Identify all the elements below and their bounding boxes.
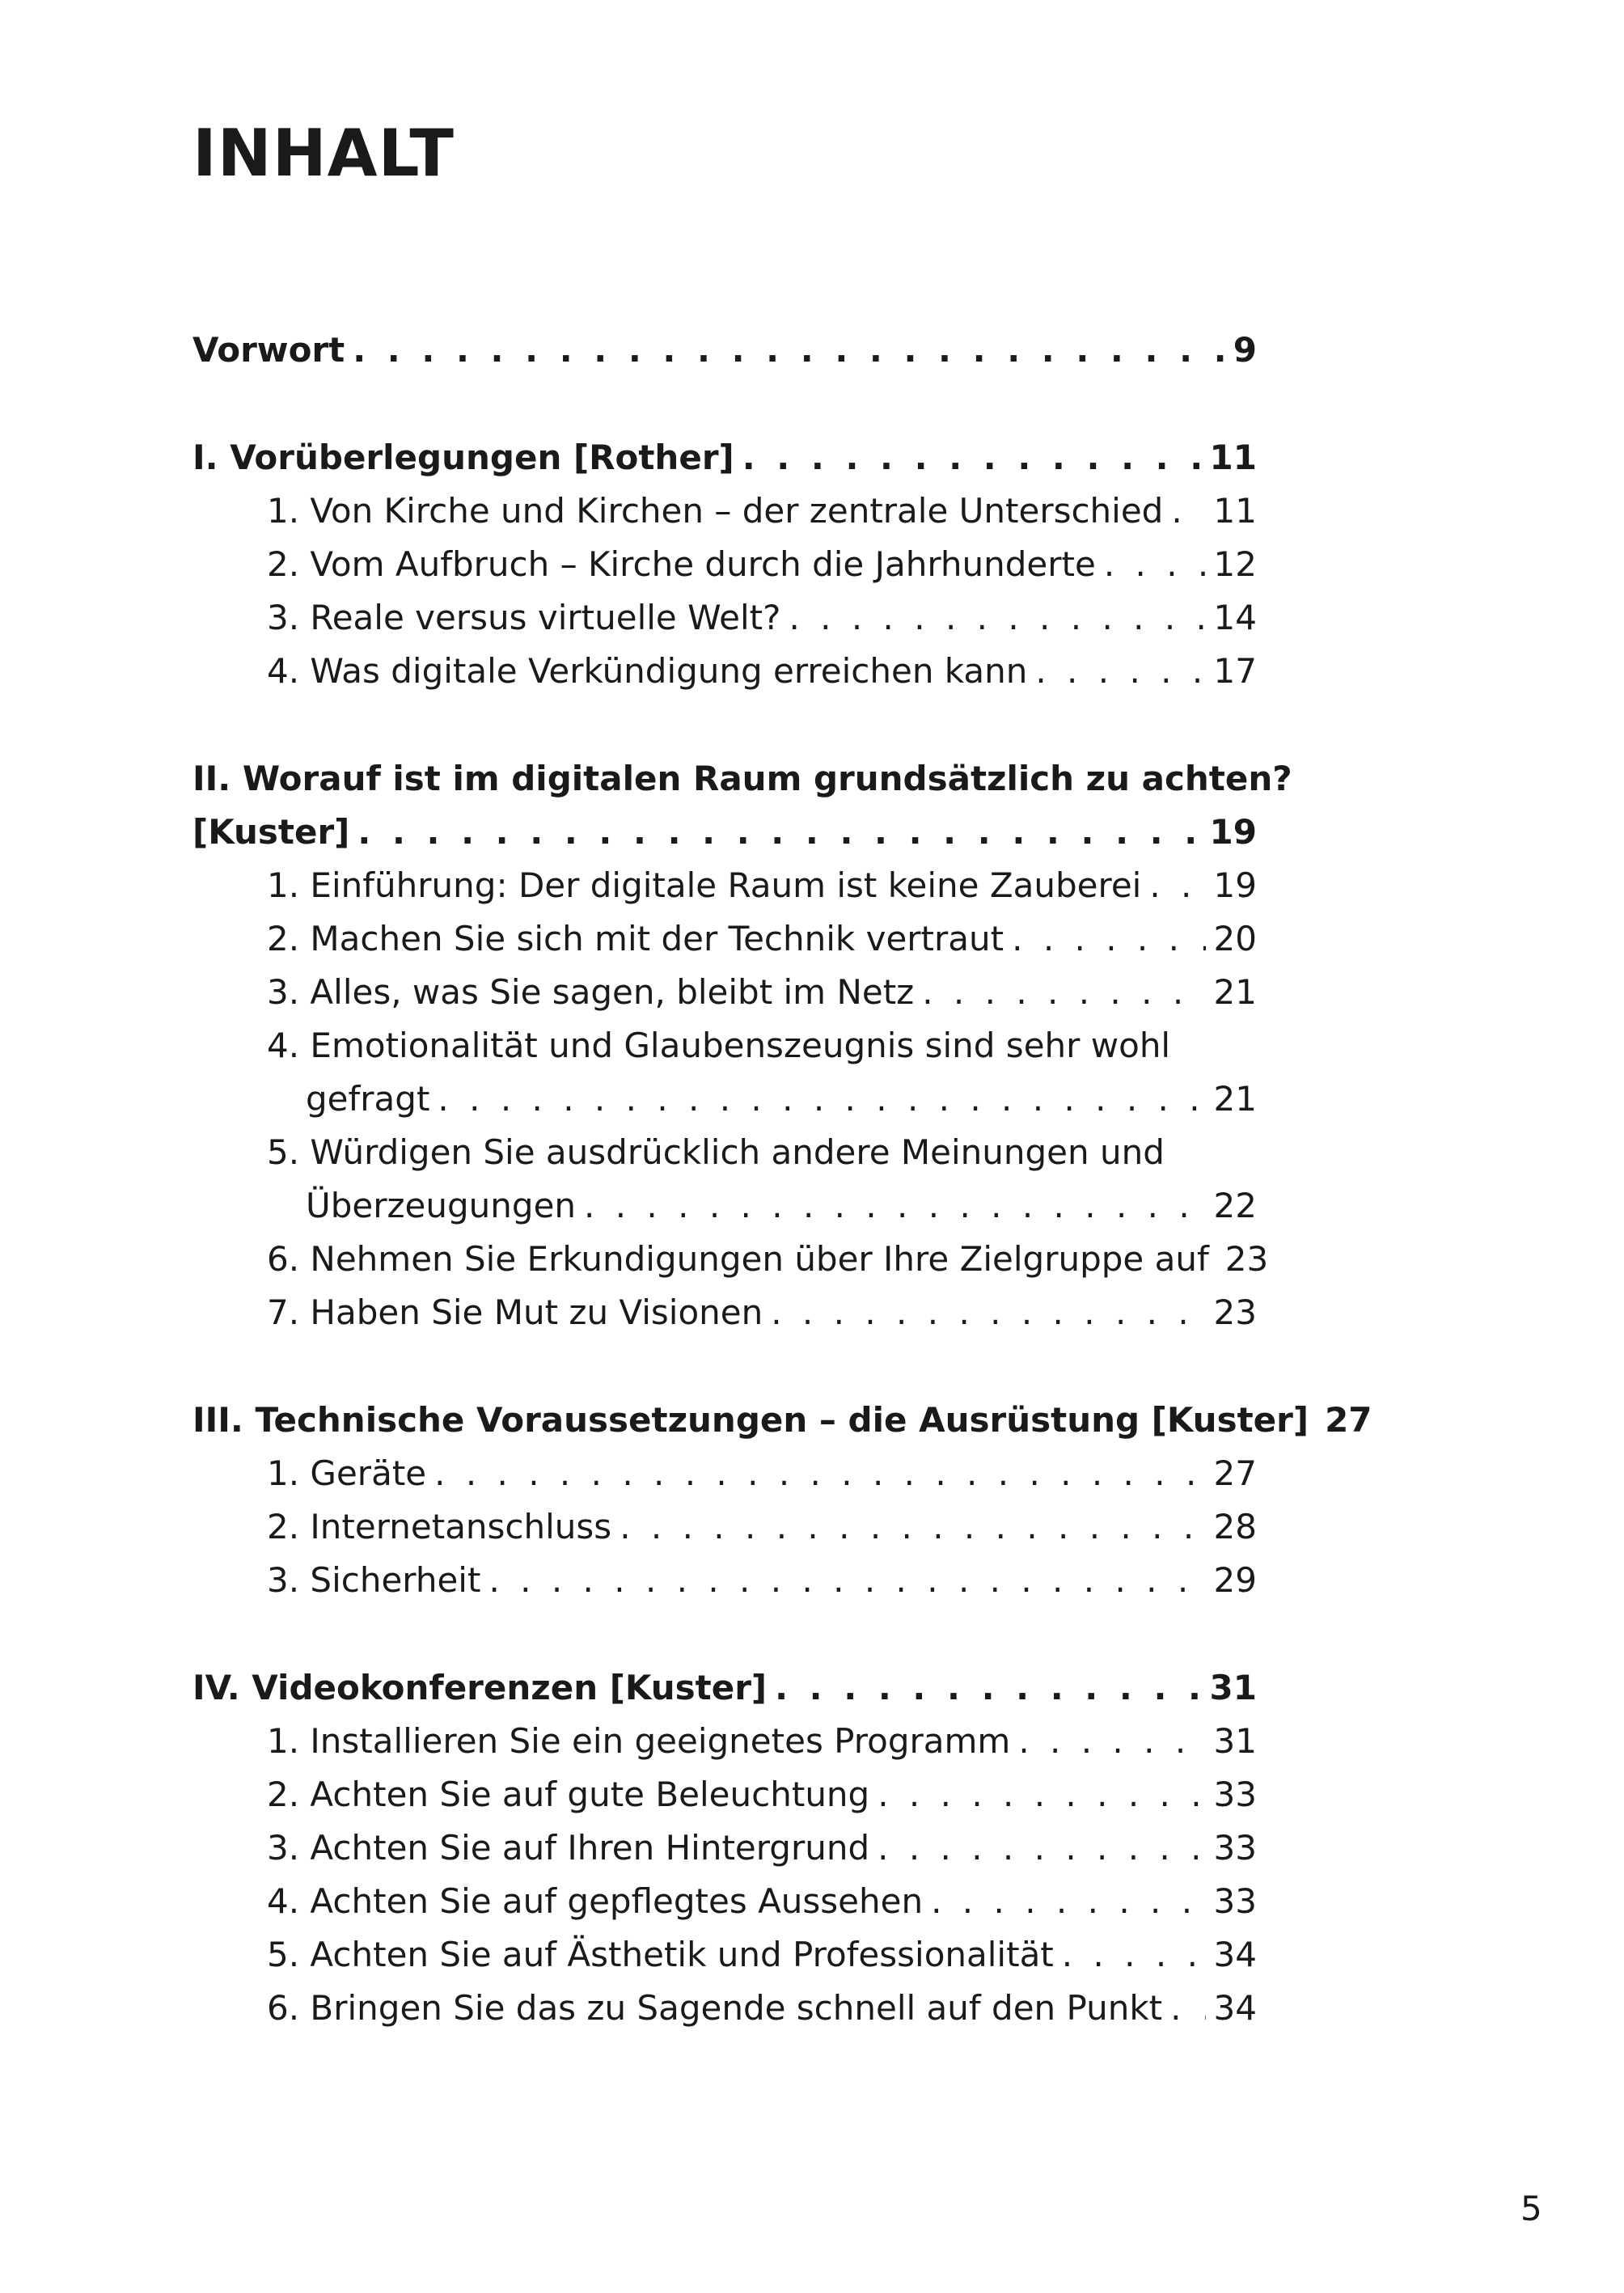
toc-chapter-page: 27	[1325, 1400, 1372, 1440]
toc-section-3	[192, 1394, 1372, 1607]
toc-item-label-line2: Überzeugungen	[306, 1186, 577, 1225]
toc-item[interactable]	[192, 1875, 1257, 1928]
toc-item[interactable]	[192, 1072, 1257, 1126]
toc-item[interactable]	[192, 1821, 1257, 1875]
toc-leader-dots	[1171, 484, 1205, 538]
toc-item-page: 29	[1213, 1560, 1257, 1600]
toc-item-page: 12	[1213, 544, 1257, 584]
toc-leader-dots	[922, 966, 1205, 1019]
toc-item[interactable]	[192, 1447, 1257, 1500]
table-of-contents	[192, 324, 1372, 2089]
toc-item-label: 2. Vom Aufbruch – Kirche durch die Jahrhunderte	[267, 544, 1096, 584]
toc-item-page: 28	[1213, 1507, 1257, 1546]
toc-item-page: 34	[1213, 1988, 1257, 2028]
toc-leader-dots	[1018, 1715, 1205, 1768]
toc-leader-dots	[488, 1554, 1205, 1607]
toc-leader-dots	[742, 431, 1202, 484]
toc-item-page: 33	[1213, 1775, 1257, 1814]
toc-item-page: 17	[1213, 651, 1257, 691]
toc-item-label: 6. Nehmen Sie Erkundigungen über Ihre Zielgruppe auf	[267, 1239, 1209, 1279]
toc-chapter-2[interactable]	[192, 806, 1257, 859]
toc-chapter-3[interactable]	[192, 1394, 1372, 1447]
toc-item-label: 2. Internetanschluss	[267, 1507, 612, 1546]
toc-chapter-label: I. Vorüberlegungen [Rother]	[192, 438, 734, 477]
toc-item-page: 21	[1213, 972, 1257, 1012]
toc-item[interactable]	[192, 1554, 1257, 1607]
toc-item-page: 22	[1213, 1186, 1257, 1225]
toc-leader-dots	[931, 1875, 1205, 1928]
toc-item[interactable]	[192, 1233, 1269, 1286]
toc-item-label: 2. Achten Sie auf gute Beleuchtung	[267, 1775, 870, 1814]
toc-leader-dots	[357, 806, 1201, 859]
toc-leader-dots	[1012, 912, 1205, 966]
toc-leader-dots	[878, 1821, 1205, 1875]
toc-item-page: 33	[1213, 1828, 1257, 1868]
toc-leader-dots	[878, 1768, 1205, 1821]
toc-item[interactable]	[192, 1286, 1257, 1339]
toc-entry-page: 9	[1233, 330, 1257, 370]
toc-item[interactable]	[192, 1928, 1257, 1982]
toc-leader-dots	[771, 1286, 1205, 1339]
toc-entry-vorwort[interactable]	[192, 324, 1257, 377]
toc-item-page: 23	[1224, 1239, 1269, 1279]
toc-chapter-page: 19	[1209, 812, 1257, 852]
toc-item-label: 1. Installieren Sie ein geeignetes Programm	[267, 1721, 1011, 1761]
toc-item-page: 31	[1213, 1721, 1257, 1761]
toc-leader-dots	[1170, 1982, 1205, 2035]
toc-item-label: 3. Reale versus virtuelle Welt?	[267, 598, 781, 637]
toc-leader-dots	[1104, 538, 1206, 591]
toc-chapter-1[interactable]	[192, 431, 1257, 484]
toc-item-page: 19	[1213, 865, 1257, 905]
toc-item[interactable]	[192, 912, 1257, 966]
toc-leader-dots	[434, 1447, 1205, 1500]
toc-item-label-line1[interactable]: 4. Emotionalität und Glaubenszeugnis sind sehr wohl	[267, 1026, 1171, 1065]
toc-item-label: 3. Achten Sie auf Ihren Hintergrund	[267, 1828, 870, 1868]
toc-item-page: 34	[1213, 1935, 1257, 1974]
page-title: INHALT	[192, 116, 455, 191]
toc-item[interactable]	[192, 859, 1257, 912]
toc-leader-dots	[1035, 645, 1205, 698]
toc-leader-dots	[1149, 859, 1205, 912]
toc-item-label: 3. Alles, was Sie sagen, bleibt im Netz	[267, 972, 915, 1012]
toc-chapter-label: IV. Videokonferenzen [Kuster]	[192, 1668, 768, 1707]
toc-item-label: 7. Haben Sie Mut zu Visionen	[267, 1292, 763, 1332]
toc-item-label: 4. Achten Sie auf gepflegtes Aussehen	[267, 1881, 924, 1921]
toc-leader-dots	[438, 1072, 1205, 1126]
toc-item[interactable]	[192, 645, 1257, 698]
toc-chapter-page: 11	[1209, 438, 1257, 477]
toc-item[interactable]	[192, 1715, 1257, 1768]
toc-item-label: 2. Machen Sie sich mit der Technik vertraut	[267, 919, 1004, 958]
toc-entry-label: Vorwort	[192, 330, 345, 370]
toc-item-page: 23	[1213, 1292, 1257, 1332]
toc-item[interactable]	[192, 1982, 1257, 2035]
toc-leader-dots	[584, 1179, 1206, 1233]
toc-leader-dots	[775, 1661, 1201, 1715]
toc-item-page: 27	[1213, 1453, 1257, 1493]
toc-leader-dots	[353, 324, 1225, 377]
toc-item-page: 21	[1213, 1079, 1257, 1119]
toc-chapter-4[interactable]	[192, 1661, 1257, 1715]
toc-leader-dots	[789, 591, 1205, 645]
toc-item[interactable]	[192, 1500, 1257, 1554]
toc-item[interactable]	[192, 484, 1257, 538]
toc-item-label: 5. Achten Sie auf Ästhetik und Professionalität	[267, 1935, 1054, 1974]
toc-item-label: 6. Bringen Sie das zu Sagende schnell auf den Punkt	[267, 1988, 1163, 2028]
toc-item-label: 1. Geräte	[267, 1453, 427, 1493]
toc-item[interactable]	[192, 538, 1257, 591]
toc-leader-dots	[1062, 1928, 1206, 1982]
toc-item-label: 3. Sicherheit	[267, 1560, 481, 1600]
toc-item-label: 1. Einführung: Der digitale Raum ist keine Zauberei	[267, 865, 1142, 905]
toc-item-label-line2: gefragt	[306, 1079, 430, 1119]
toc-section-1	[192, 431, 1257, 698]
toc-item-label: 1. Von Kirche und Kirchen – der zentrale Unterschied	[267, 491, 1164, 531]
toc-section-2	[192, 752, 1292, 1339]
toc-chapter-label-line2: [Kuster]	[192, 812, 350, 852]
toc-item-page: 14	[1213, 598, 1257, 637]
toc-chapter-label-line1[interactable]: II. Worauf ist im digitalen Raum grundsätzlich zu achten?	[192, 759, 1292, 798]
toc-item-page: 11	[1213, 491, 1257, 531]
toc-item[interactable]	[192, 591, 1257, 645]
toc-item[interactable]	[192, 1179, 1257, 1233]
toc-leader-dots	[620, 1500, 1205, 1554]
toc-chapter-page: 31	[1209, 1668, 1257, 1707]
toc-section-4	[192, 1661, 1257, 2035]
toc-item-label-line1[interactable]: 5. Würdigen Sie ausdrücklich andere Meinungen und	[267, 1132, 1165, 1172]
toc-item[interactable]	[192, 1768, 1257, 1821]
toc-item-label: 4. Was digitale Verkündigung erreichen kann	[267, 651, 1028, 691]
toc-item-page: 20	[1213, 919, 1257, 958]
toc-item[interactable]	[192, 966, 1257, 1019]
toc-section-vorwort	[192, 324, 1257, 377]
toc-chapter-label: III. Technische Voraussetzungen – die Ausrüstung [Kuster]	[192, 1400, 1309, 1440]
page-number: 5	[1520, 2189, 1542, 2228]
toc-item-page: 33	[1213, 1881, 1257, 1921]
